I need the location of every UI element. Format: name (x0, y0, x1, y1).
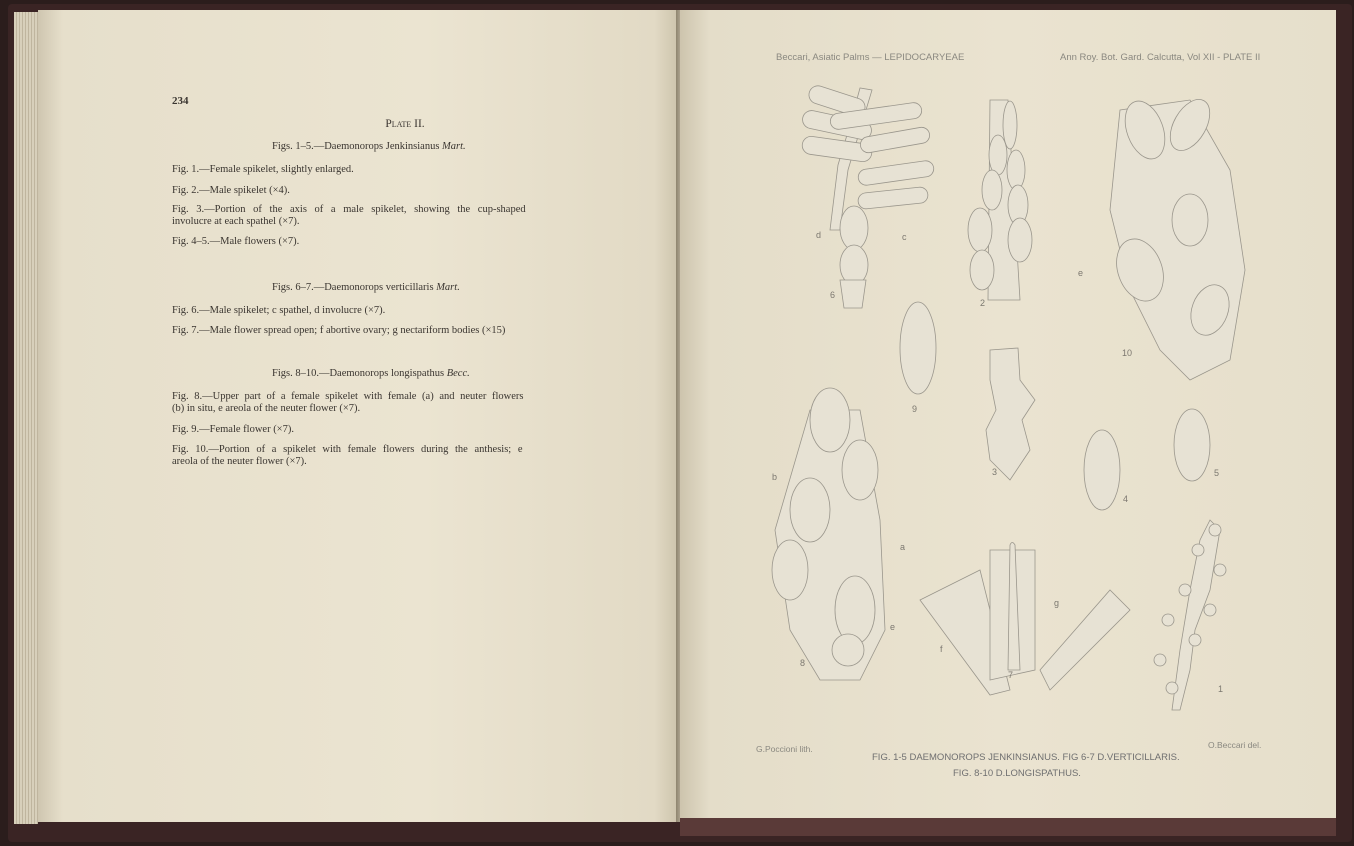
plate-caption-line-2: FIG. 8-10 D.LONGISPATHUS. (953, 768, 1081, 779)
letter-label-g: g (1054, 598, 1060, 608)
letter-label-d: d (816, 230, 822, 240)
page-number: 234 (172, 95, 189, 107)
section-heading-3: Figs. 8–10.—Daemonorops longispathus Becc. (272, 368, 470, 379)
fig-3-text: Fig. 3.—Portion of the axis of a male spikelet, showing the cup-shaped (172, 204, 526, 215)
figure-number-9: 9 (912, 404, 918, 414)
lithographer-credit: G.Poccioni lith. (756, 744, 813, 754)
figure-number-7: 7 (1008, 670, 1014, 680)
figure-5-drawing (1174, 409, 1210, 481)
fig-9-text: Fig. 9.—Female flower (×7). (172, 424, 294, 435)
fig-10-text: Fig. 10.—Portion of a spikelet with female flowers during the anthesis; e (172, 444, 523, 455)
letter-label-c: c (902, 232, 907, 242)
figure-number-4: 4 (1123, 494, 1129, 504)
figure-number-1: 1 (1218, 684, 1224, 694)
fig-8-text: Fig. 8.—Upper part of a female spikelet with female (a) and neuter flowers (172, 391, 524, 402)
figure-9-drawing (900, 302, 936, 394)
figure-number-8: 8 (800, 658, 806, 668)
fig-8-text-cont: (b) in situ, e areola of the neuter flower (×7). (172, 403, 361, 414)
binding-band (680, 818, 1336, 836)
plate-title: Plate II. (385, 118, 425, 130)
section-heading-1: Figs. 1–5.—Daemonorops Jenkinsianus Mart. (272, 141, 466, 152)
fig-10-text-cont: areola of the neuter flower (×7). (172, 456, 307, 467)
fig-6-text: Fig. 6.—Male spikelet; c spathel, d involucre (×7). (172, 305, 386, 316)
letter-label-a: a (900, 542, 906, 552)
fig-4-5-text: Fig. 4–5.—Male flowers (×7). (172, 236, 300, 247)
fig-2-text: Fig. 2.—Male spikelet (×4). (172, 185, 290, 196)
figure-8-drawing (772, 388, 885, 680)
figure-4-drawing (1084, 430, 1120, 510)
figure-number-6: 6 (830, 290, 836, 300)
left-page (38, 10, 680, 822)
botanical-plate-illustration (690, 70, 1310, 730)
plate-header-left: Beccari, Asiatic Palms — LEPIDOCARYEAE (776, 52, 965, 63)
letter-label-e: e (890, 622, 896, 632)
artist-credit: O.Beccari del. (1208, 740, 1262, 750)
figure-10-drawing (1108, 93, 1245, 380)
plate-header-right: Ann Roy. Bot. Gard. Calcutta, Vol XII - PLATE II (1060, 52, 1261, 63)
figure-3-drawing (986, 348, 1035, 480)
fig-7-text: Fig. 7.—Male flower spread open; f abortive ovary; g nectariform bodies (×15) (172, 325, 506, 336)
letter-label-f: f (940, 644, 943, 654)
figure-number-10: 10 (1122, 348, 1133, 358)
section-heading-2: Figs. 6–7.—Daemonorops verticillaris Mart. (272, 282, 460, 293)
fig-3-text-cont: involucre at each spathel (×7). (172, 216, 300, 227)
figure-number-5: 5 (1214, 468, 1220, 478)
page-edges (14, 12, 38, 824)
figure-7-drawing (920, 543, 1130, 696)
figure-2-drawing (968, 100, 1032, 300)
figure-number-3: 3 (992, 467, 998, 477)
figure-number-2: 2 (980, 298, 986, 308)
plate-caption-line-1: FIG. 1-5 DAEMONOROPS JENKINSIANUS. FIG 6-7 D.VERTICILLARIS. (872, 752, 1180, 763)
fig-1-text: Fig. 1.—Female spikelet, slightly enlarged. (172, 164, 354, 175)
figure-1-drawing (1154, 520, 1226, 710)
letter-label-b: b (772, 472, 778, 482)
figure-6-drawing (801, 83, 935, 308)
letter-label-e-fig10: e (1078, 268, 1084, 278)
